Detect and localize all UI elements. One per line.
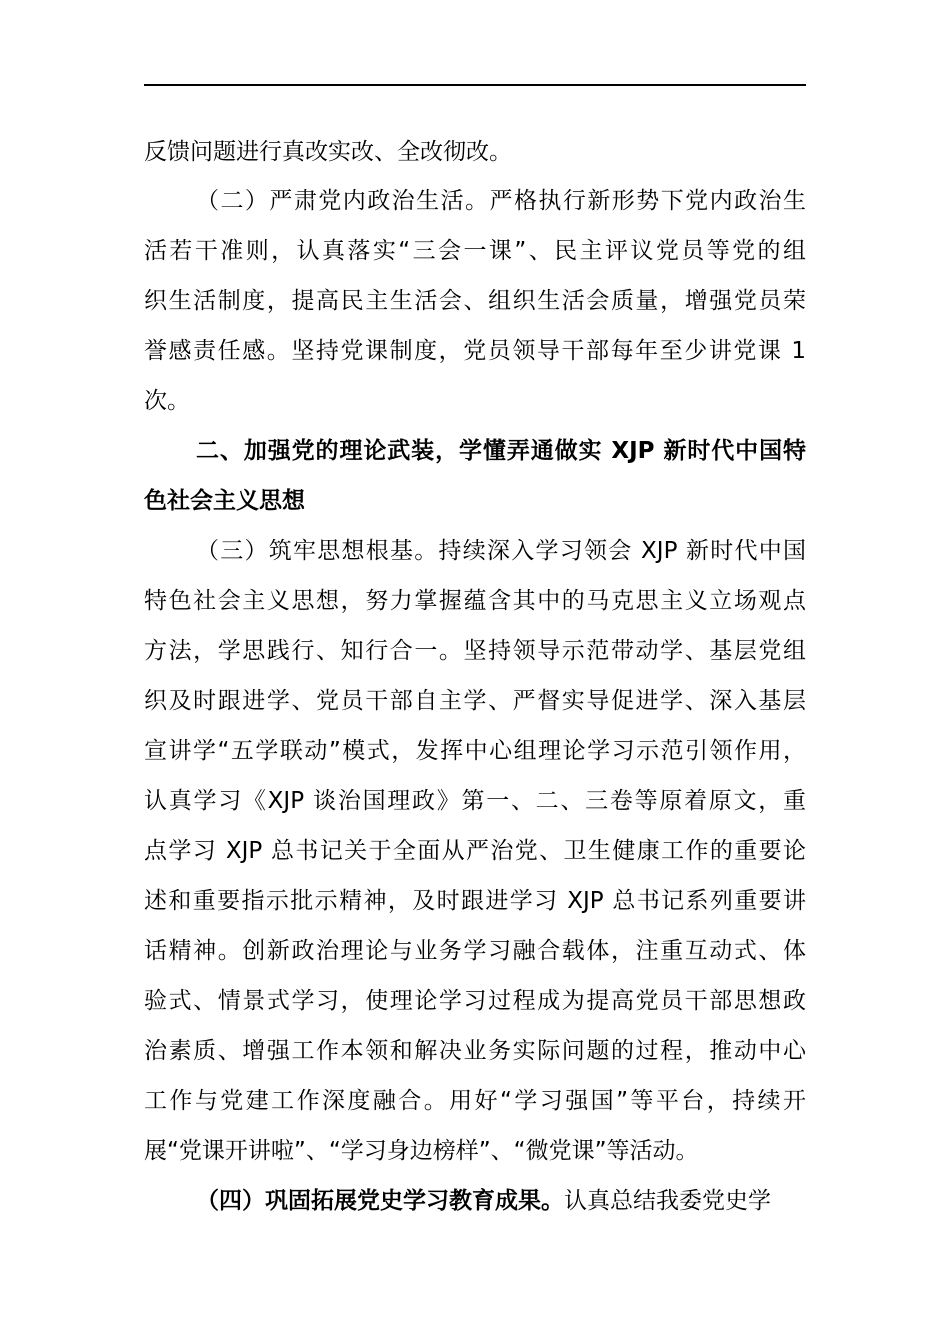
paragraph-line: 宣讲学“五学联动”模式，发挥中心组理论学习示范引领作用， [144,738,806,764]
section-heading-line: 色社会主义思想 [144,488,305,514]
subsection-title: （四）巩固拓展党史学习教育成果。 [196,1188,564,1214]
header-rule [144,84,806,86]
paragraph-line: 话精神。创新政治理论与业务学习融合载体，注重互动式、体 [144,938,806,964]
paragraph-line: 点学习 XJP 总书记关于全面从严治党、卫生健康工作的重要论 [144,838,806,864]
paragraph-text: 认真总结我委党史学 [564,1188,771,1214]
paragraph-line: （三）筑牢思想根基。持续深入学习领会 XJP 新时代中国 [196,538,806,564]
paragraph-line [196,1186,806,1216]
paragraph-line: 验式、情景式学习，使理论学习过程成为提高党员干部思想政 [144,988,806,1014]
paragraph-line: 活若干准则，认真落实“三会一课”、民主评议党员等党的组 [144,238,806,264]
paragraph-line: 认真学习《XJP 谈治国理政》第一、二、三卷等原着原文，重 [144,788,806,814]
paragraph-line: 织生活制度，提高民主生活会、组织生活会质量，增强党员荣 [144,288,806,314]
paragraph-line: 展“党课开讲啦”、“学习身边榜样”、“微党课”等活动。 [144,1138,699,1164]
paragraph-line: 述和重要指示批示精神，及时跟进学习 XJP 总书记系列重要讲 [144,888,807,914]
paragraph-line: 反馈问题进行真改实改、全改彻改。 [144,139,512,165]
paragraph-line: 治素质、增强工作本领和解决业务实际问题的过程，推动中心 [144,1038,806,1064]
paragraph-line: 织及时跟进学、党员干部自主学、严督实导促进学、深入基层 [144,688,806,714]
section-heading-line: 二、加强党的理论武装，学懂弄通做实 XJP 新时代中国特 [196,438,806,464]
paragraph-line: 次。 [144,388,190,414]
paragraph-line: 方法，学思践行、知行合一。坚持领导示范带动学、基层党组 [144,638,806,664]
paragraph-line: 特色社会主义思想，努力掌握蕴含其中的马克思主义立场观点 [144,588,806,614]
paragraph-line: 工作与党建工作深度融合。用好“学习强国”等平台，持续开 [144,1088,806,1114]
paragraph-line: （二）严肃党内政治生活。严格执行新形势下党内政治生 [196,188,806,214]
paragraph-line: 誉感责任感。坚持党课制度，党员领导干部每年至少讲党课 1 [144,338,806,364]
